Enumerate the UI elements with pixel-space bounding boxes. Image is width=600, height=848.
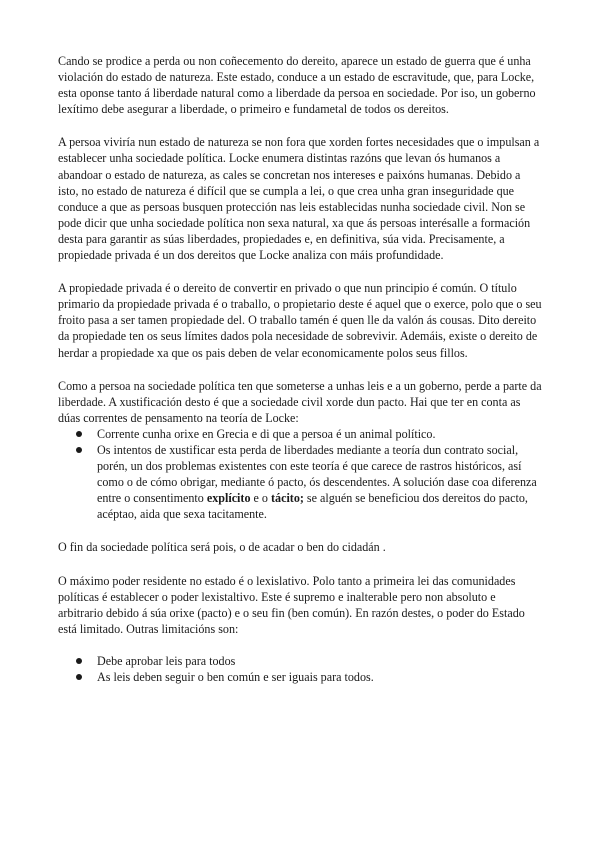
paragraph-political-society: Como a persoa na sociedade política ten que someterse a unhas leis e a un goberno, perde a parte da liberdade. A xustificación desto é que a sociedade civil xorde dun pacto. Hai que ter en conta as dúas correntes de pensamento na teoría de Locke: — [58, 378, 542, 425]
list-item-text: Corrente cunha orixe en Grecia e di que a persoa é un animal político. — [97, 426, 436, 441]
list-item-text-pre: Os intentos de xustificar esta perda de liberdades mediante a teoría dun contrato social, porén, un dos problemas existentes con este teoría é que carece de rastros históricos, así como o de cómo obrigar, mediante ó pacto, ós descendentes. A solución dase coa diferenza entre o consentimento — [97, 442, 537, 506]
paragraph-private-property: A propiedade privada é o dereito de convertir en privado o que nun principio é común. O título primario da propiedade privada é o traballo, o propietario deste é aquel que o exerce, polo que o seu froito pasa a ser tamen propiedade del. O traballo tamén é quen lle da valón ás cousas. Dito dereito da propiedade ten os seus límites dados pola necesidade de sobrevivir. Ademáis, existe o dereito de herdar a propiedade xa que os pais deben de velar economicamente polos seus fillos. — [58, 281, 542, 360]
list-item-text: Debe aprobar leis para todos — [97, 653, 236, 668]
list-item — [58, 653, 542, 669]
bullet-icon — [76, 447, 82, 453]
paragraph-legislative-power: O máximo poder residente no estado é o lexislativo. Polo tanto a primeira lei das comunidades políticas é establecer o poder lexistaltivo. Este é supremo e inalterable pero non absoluto e arbitrario debido á súa orixe (pacto) e o seu fin (ben común). En razón destes, o poder do Estado está limitado. Outras limitacións son: — [58, 573, 525, 636]
bullet-icon — [76, 674, 82, 680]
list-item-text-post: se alguén se beneficiou dos dereitos do pacto, acéptao, aida que sexa tacitamente. — [97, 491, 528, 522]
list-item — [58, 442, 542, 522]
list-item — [58, 426, 542, 442]
bold-term-tacit: tácito; — [271, 491, 304, 506]
currents-list — [58, 426, 542, 523]
paragraph-state-of-nature: A persoa viviría nun estado de natureza se non fora que xorden fortes necesidades que o impulsan a establecer unha sociedade política. Locke enumera distintas razóns que levan ós humanos a abandoar o estado de natureza, as cales se concretan nos intereses e paixóns humanas. Debido a isto, no estado de natureza é difícil que se cumpla a lei, o que crea unha gran inseguridade que conduce a que as persoas busquen protección nas leis establecidas nunha sociedade civil. Non se pode dicir que unha sociedade política non sexa natural, xa que ás persoas interésalle a formación desta para garantir as súas liberdades, propiedades e, en definitiva, súa vida. Precisamente, a propiedade privada é un dos dereitos que Locke analiza con máis profundidade. — [58, 135, 540, 263]
paragraph-war-state: Cando se prodice a perda ou non coñecemento do dereito, aparece un estado de guerra que é unha violación do estado de natureza. Este estado, conduce a un estado de escravitude, que, para Locke, esta oponse tanto á liberdade natural como a liberdade da persoa en sociedade. Por iso, un goberno lexítimo debe asegurar a liberdade, o primeiro e fundametal de todos os dereitos. — [58, 54, 536, 117]
bullet-icon — [76, 431, 82, 437]
paragraph-purpose: O fin da sociedade política será pois, o de acadar o ben do cidadán . — [58, 540, 386, 555]
list-item-text: As leis deben seguir o ben común e ser iguais para todos. — [97, 670, 374, 684]
list-item — [58, 669, 542, 685]
list-item-text-mid: e o — [250, 491, 271, 506]
bullet-icon — [76, 658, 82, 664]
limitations-list — [58, 653, 542, 685]
bold-term-explicit: explícito — [206, 491, 251, 506]
